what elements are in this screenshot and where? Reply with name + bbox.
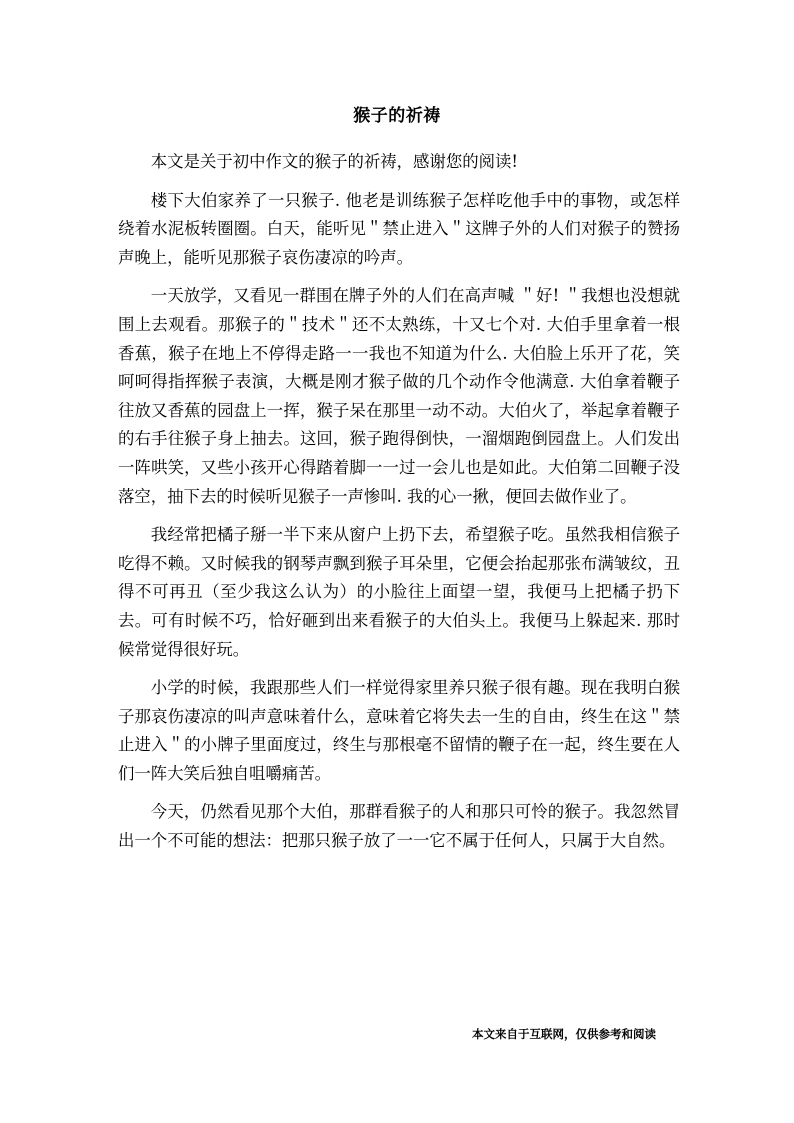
document-title: 猴子的祈祷 (353, 106, 441, 126)
body-paragraph: 一天放学，又看见一群围在牌子外的人们在高声喊 ＂好! ＂我想也没想就围上去观看。那猴子的＂技术＂还不太熟练，十又七个对. 大伯手里拿着一根香蕉，猴子在地上不停得走路一一我也不知道为什么. 大伯脸上乐开了花，笑呵呵得指挥猴子表演，大概是刚才猴子做的几个动作令他满意. 大伯拿着鞭子往放又香蕉的园盘上一挥，猴子呆在那里一动不动。大伯火了，举起拿着鞭子的右手往猴子身上抽去。这回，猴子跑得倒快，一溜烟跑倒园盘上。人们发出一阵哄笑，又些小孩开心得踏着脚一一过一会儿也是如此。大伯第二回鞭子没落空，抽下去的时候听见猴子一声惨叫. 我的心一揪，便回去做作业了。 (118, 286, 680, 506)
body-paragraph: 我经常把橘子掰一半下来从窗户上扔下去，希望猴子吃。虽然我相信猴子吃得不赖。又时候我的钢琴声飘到猴子耳朵里，它便会抬起那张布满皱纹，丑得不可再丑（至少我这么认为）的小脸往上面望一望，我便马上把橘子扔下去。可有时候不巧，恰好砸到出来看猴子的大伯头上。我便马上躲起来. 那时候常觉得很好玩。 (118, 525, 680, 659)
intro-paragraph: 本文是关于初中作文的猴子的祈祷，感谢您的阅读! (150, 152, 518, 171)
body-paragraph: 楼下大伯家养了一只猴子. 他老是训练猴子怎样吃他手中的事物，或怎样绕着水泥板转圈圈。白天，能听见＂禁止进入＂这牌子外的人们对猴子的赞扬声晚上，能听见那猴子哀伤凄凉的吟声。 (118, 190, 680, 267)
body-paragraph: 小学的时候，我跟那些人们一样觉得家里养只猴子很有趣。现在我明白猴子那哀伤凄凉的叫声意味着什么，意味着它将失去一生的自由，终生在这＂禁止进入＂的小牌子里面度过，终生与那根毫不留情的鞭子在一起，终生要在人们一阵大笑后独自咀嚼痛苦。 (118, 678, 680, 783)
document-body (118, 148, 680, 866)
closing-paragraph: 今天，仍然看见那个大伯，那群看猴子的人和那只可怜的猴子。我忽然冒出一个不可能的想法：把那只猴子放了一一它不属于任何人，只属于大自然。 (118, 802, 680, 851)
source-note: 本文来自于互联网，仅供参考和阅读 (472, 1027, 656, 1041)
